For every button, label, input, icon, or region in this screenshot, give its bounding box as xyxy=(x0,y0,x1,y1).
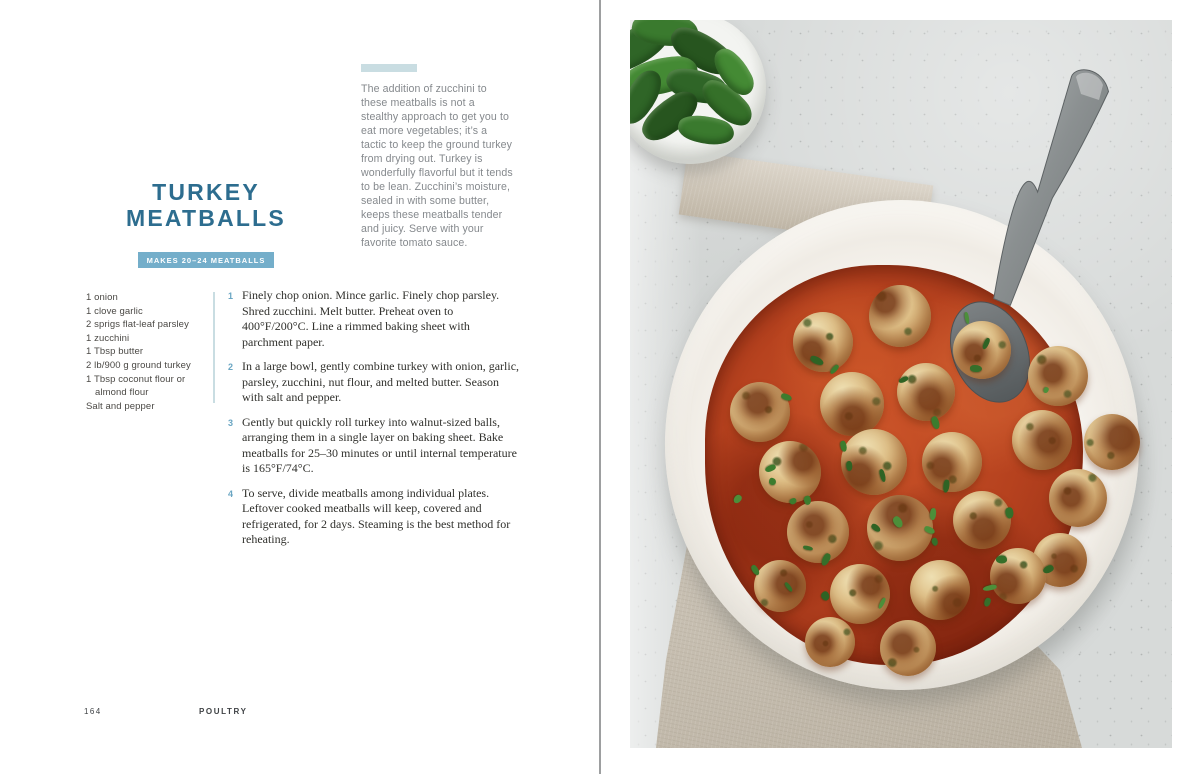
ingredient-item: 2 sprigs flat-leaf parsley xyxy=(86,319,189,331)
ingredient-item: Salt and pepper xyxy=(86,400,155,412)
meatball xyxy=(1084,414,1140,470)
page-number: 164 xyxy=(84,707,102,716)
meatball xyxy=(1049,469,1107,527)
recipe-title-line2: MEATBALLS xyxy=(126,205,286,231)
recipe-step xyxy=(224,359,520,406)
ingredient-item: 1 Tbsp coconut flour or almond flour xyxy=(86,373,186,399)
ingredient-item: 2 lb/900 g ground turkey xyxy=(86,359,191,371)
recipe-step xyxy=(224,288,520,350)
step-text: To serve, divide meatballs among individual plates. Leftover cooked meatballs will keep, covered and refrigerated, for 2 days. Steaming is the best method for reheating. xyxy=(242,485,511,546)
meatball xyxy=(953,321,1011,379)
ingredient-item: 1 Tbsp butter xyxy=(86,346,144,358)
step-number: 1 xyxy=(227,291,233,301)
meatball xyxy=(953,491,1011,549)
step-text: Finely chop onion. Mince garlic. Finely chop parsley. Shred zucchini. Melt butter. Preheat oven to 400°F/200°C. Line a rimmed baking sheet with parchment paper. xyxy=(242,288,500,349)
step-text: Gently but quickly roll turkey into walnut-sized balls, arranging them in a single layer on baking sheet. Bake meatballs for 25–30 minutes or until internal temperature is 165°F/74°C. xyxy=(242,414,517,475)
method-steps xyxy=(224,288,520,557)
meatball xyxy=(820,372,884,436)
meatball xyxy=(1028,346,1088,406)
yield-badge-row xyxy=(78,252,334,268)
ingredient-item: 1 zucchini xyxy=(86,332,130,344)
food-photo xyxy=(630,20,1172,748)
recipe-step xyxy=(224,415,520,477)
recipe-step xyxy=(224,486,520,548)
step-number: 3 xyxy=(227,417,233,428)
meatball xyxy=(922,432,982,492)
meatball xyxy=(897,363,955,421)
meatball xyxy=(1012,410,1072,470)
ingredient-item: 1 clove garlic xyxy=(86,305,143,317)
parsley-fleck xyxy=(970,365,982,372)
column-divider xyxy=(213,292,215,403)
ingredient-item: 1 onion xyxy=(86,292,118,303)
meatball xyxy=(830,564,890,624)
meatball xyxy=(787,501,849,563)
meatball xyxy=(869,285,931,347)
meatball xyxy=(910,560,970,620)
step-text: In a large bowl, gently combine turkey with onion, garlic, parsley, zucchini, nut flour, and melted butter. Season with salt and pepper. xyxy=(242,359,520,404)
meatball xyxy=(754,560,806,612)
recipe-title xyxy=(78,179,334,231)
ingredient-list xyxy=(86,291,202,413)
section-label: POULTRY xyxy=(199,707,248,716)
yield-badge: MAKES 20–24 MEATBALLS xyxy=(138,252,275,268)
recipe-intro: The addition of zucchini to these meatballs is not a stealthy approach to get you to eat more vegetables; it’s a tactic to keep the ground turkey from drying out. Turkey is wonderfully flavorful but it tends to be lean. Zucchini’s moisture, sealed in with some butter, keeps these meatballs tender and juicy. Serve with your favorite tomato sauce. xyxy=(361,82,513,249)
step-number: 2 xyxy=(227,362,233,372)
step-number: 4 xyxy=(227,488,233,499)
meatball xyxy=(730,382,790,442)
meatball xyxy=(805,617,855,667)
recipe-title-line1: TURKEY xyxy=(152,179,260,205)
accent-bar xyxy=(361,64,417,72)
recipe-page xyxy=(0,0,599,774)
photo-page xyxy=(601,0,1200,774)
meatball xyxy=(880,620,936,676)
